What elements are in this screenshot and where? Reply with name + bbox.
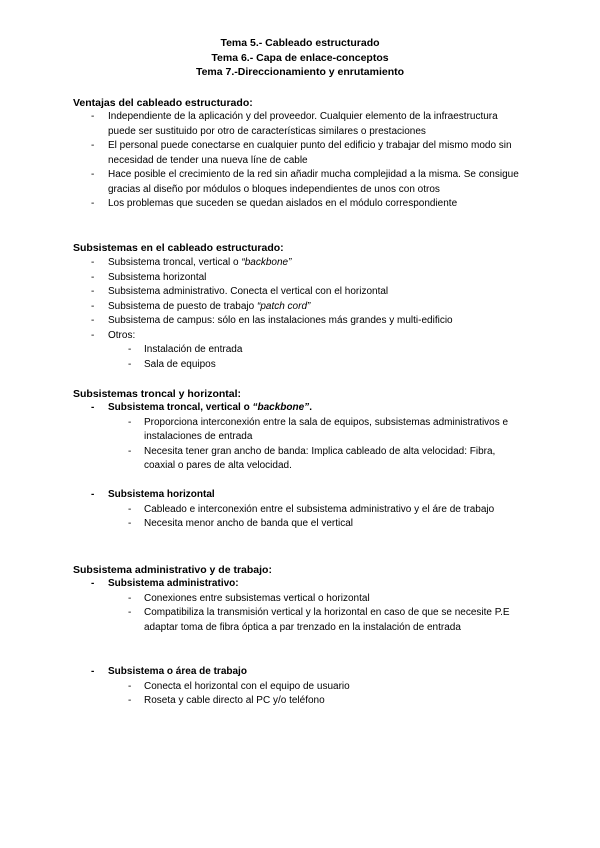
- title-tema-7: Tema 7.-Direccionamiento y enrutamiento: [195, 66, 405, 78]
- list-item: [0, 300, 528, 315]
- sublist-item: - Compatibiliza la transmisión vertical y la horizontal en caso de que se necesite P.E adaptar toma de fibra óptica a par trenzado en la instalación de entrada: [108, 606, 528, 635]
- list-item: - Subsistema administrativo. Conecta el vertical con el horizontal: [0, 285, 528, 300]
- sublist-item: - Conexiones entre subsistemas vertical o horizontal: [108, 592, 528, 607]
- list-subsistemas: [0, 256, 600, 372]
- sublist-item: - Cableado e interconexión entre el subsistema administrativo y el áre de trabajo: [108, 503, 528, 518]
- sublist-otros: [108, 343, 528, 372]
- list-horizontal: [0, 488, 600, 532]
- item-text: Subsistema o área de trabajo: [108, 666, 247, 677]
- item-italic: “patch cord”: [256, 300, 311, 312]
- item-text: Subsistema administrativo:: [108, 578, 239, 589]
- item-text: Subsistema de puesto de trabajo: [108, 300, 257, 312]
- list-ventajas: [0, 110, 600, 212]
- list-item: - El personal puede conectarse en cualquier punto del edificio y trabajar del mismo modo sin necesidad de tender una nueva líne de cable: [0, 139, 528, 168]
- section-title-subsistemas: Subsistemas en el cableado estructurado:: [73, 242, 284, 254]
- item-italic: “backbone”: [241, 257, 292, 268]
- list-item: - Subsistema horizontal: [0, 271, 528, 286]
- item-text: Otros:: [108, 329, 136, 341]
- sublist-troncal: [108, 416, 528, 474]
- sublist-item: - Roseta y cable directo al PC y/o teléfono: [108, 694, 528, 709]
- section-title-ventajas: Ventajas del cableado estructurado:: [73, 97, 253, 109]
- section-title-troncal-horizontal: Subsistemas troncal y horizontal:: [73, 388, 242, 400]
- sublist-administrativo: [108, 592, 528, 636]
- title-tema-5: Tema 5.- Cableado estructurado: [220, 37, 380, 49]
- title-tema-6: Tema 6.- Capa de enlace-conceptos: [211, 51, 389, 64]
- sublist-item: - Necesita tener gran ancho de banda: Implica cableado de alta velocidad: Fibra, coaxial o pares de alta velocidad.: [108, 445, 528, 474]
- item-text: .: [309, 402, 312, 413]
- list-item: [0, 577, 528, 635]
- list-item: [0, 256, 528, 271]
- sublist-item: - Sala de equipos: [108, 358, 528, 373]
- item-italic: “backbone”: [252, 402, 310, 413]
- sublist-item: - Instalación de entrada: [108, 343, 528, 358]
- sublist-item: - Conecta el horizontal con el equipo de usuario: [108, 680, 528, 695]
- item-text: Subsistema troncal, vertical o: [108, 257, 242, 268]
- list-item: [0, 665, 528, 709]
- item-text: Subsistema troncal, vertical o: [108, 402, 253, 413]
- list-item: [0, 401, 528, 474]
- document-titles: [0, 36, 600, 80]
- item-text: Subsistema horizontal: [108, 489, 215, 500]
- list-item: [0, 488, 528, 532]
- sublist-item: - Necesita menor ancho de banda que el vertical: [108, 517, 528, 532]
- sublist-horizontal: [108, 503, 528, 532]
- sublist-area-trabajo: [108, 680, 528, 709]
- list-item: - Independiente de la aplicación y del proveedor. Cualquier elemento de la infraestructura puede ser sustituido por otro de características similares o prestaciones: [0, 110, 528, 139]
- list-administrativo: [0, 577, 600, 635]
- section-title-admin-trabajo: Subsistema administrativo y de trabajo:: [73, 564, 272, 576]
- list-item: - Los problemas que suceden se quedan aislados en el módulo correspondiente: [0, 197, 528, 212]
- list-item: - Hace posible el crecimiento de la red sin añadir mucha complejidad a la misma. Se consigue gracias al diseño por módulos o bloques independientes de unos con otros: [0, 168, 528, 197]
- sublist-item: - Proporciona interconexión entre la sala de equipos, subsistemas administrativos e instalaciones de entrada: [108, 416, 528, 445]
- list-item: - Subsistema de campus: sólo en las instalaciones más grandes y multi-edificio: [0, 314, 528, 329]
- list-area-trabajo: [0, 665, 600, 709]
- list-troncal-horizontal: [0, 401, 600, 474]
- list-item: [0, 329, 528, 373]
